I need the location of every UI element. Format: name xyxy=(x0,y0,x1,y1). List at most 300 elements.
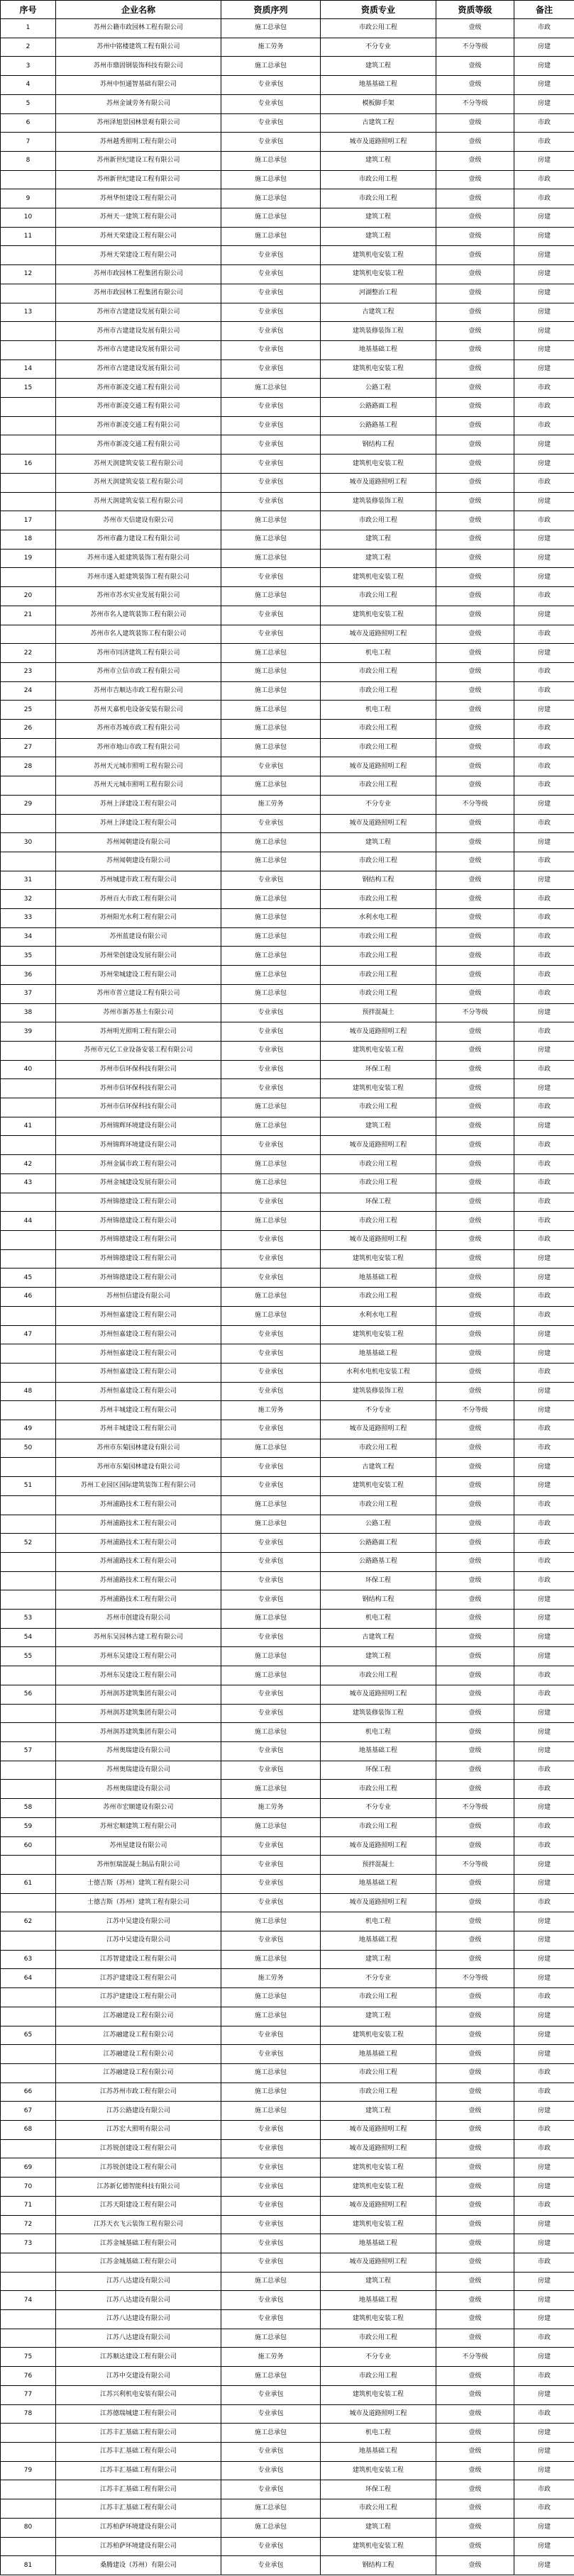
qualification-specialty: 机电工程 xyxy=(321,644,436,663)
table-row xyxy=(1,1439,574,1458)
table-row xyxy=(1,1647,574,1666)
table-row xyxy=(1,2443,574,2462)
qualification-specialty: 地基基础工程 xyxy=(321,1344,436,1364)
company-name: 苏州中恒通智基础有限公司 xyxy=(56,76,221,95)
qualification-specialty: 市政公用工程 xyxy=(321,662,436,681)
row-number: 48 xyxy=(1,1382,56,1401)
qualification-specialty: 城市及道路照明工程 xyxy=(321,625,436,644)
table-row xyxy=(1,265,574,284)
remark: 市政 xyxy=(514,1288,574,1307)
qualification-series: 施工总承包 xyxy=(221,2518,321,2537)
qualification-series: 专业承包 xyxy=(221,1874,321,1893)
remark: 市政 xyxy=(514,1515,574,1534)
qualification-grade: 壹级 xyxy=(436,2102,514,2121)
row-number: 68 xyxy=(1,2121,56,2140)
remark: 房建 xyxy=(514,2424,574,2443)
row-number: 27 xyxy=(1,738,56,757)
remark: 市政 xyxy=(514,1571,574,1590)
company-name: 苏州东吴园林古建工程有限公司 xyxy=(56,1628,221,1647)
qualification-specialty: 建筑装修装饰工程 xyxy=(321,1704,436,1723)
company-name: 苏州新世纪建设工程有限公司 xyxy=(56,151,221,170)
qualification-series: 施工总承包 xyxy=(221,909,321,928)
table-row xyxy=(1,549,574,568)
qualification-specialty: 建筑工程 xyxy=(321,208,436,228)
remark: 房建 xyxy=(514,1477,574,1496)
row-number xyxy=(1,398,56,417)
remark: 房建 xyxy=(514,2556,574,2575)
qualification-series: 专业承包 xyxy=(221,1022,321,1042)
qualification-grade: 壹级 xyxy=(436,1079,514,1098)
table-row xyxy=(1,1022,574,1042)
qualification-grade: 壹级 xyxy=(436,133,514,152)
column-header-grade: 资质等级 xyxy=(436,1,514,19)
qualification-specialty: 公路工程 xyxy=(321,379,436,398)
qualification-grade: 壹级 xyxy=(436,379,514,398)
company-name: 江苏丰汇基础工程有限公司 xyxy=(56,2443,221,2462)
qualification-series: 施工劳务 xyxy=(221,38,321,57)
company-name: 苏州市鼎固钢装饰科技有限公司 xyxy=(56,57,221,76)
remark: 房建 xyxy=(514,2026,574,2045)
company-name: 苏州市古建建设发展有限公司 xyxy=(56,340,221,359)
table-row xyxy=(1,1420,574,1439)
qualification-grade: 壹级 xyxy=(436,2367,514,2386)
qualification-specialty: 建筑机电安装工程 xyxy=(321,1041,436,1060)
qualification-specialty: 城市及道路照明工程 xyxy=(321,2121,436,2140)
qualification-specialty: 市政公用工程 xyxy=(321,1288,436,1307)
remark: 房建 xyxy=(514,1079,574,1098)
row-number: 50 xyxy=(1,1439,56,1458)
remark: 房建 xyxy=(514,208,574,228)
qualification-series: 施工总承包 xyxy=(221,1723,321,1742)
qualification-series: 施工总承包 xyxy=(221,19,321,38)
qualification-grade: 壹级 xyxy=(436,151,514,170)
qualification-grade: 壹级 xyxy=(436,1173,514,1193)
row-number xyxy=(1,1590,56,1610)
qualification-grade: 壹级 xyxy=(436,1666,514,1685)
row-number: 37 xyxy=(1,984,56,1003)
table-row xyxy=(1,2234,574,2253)
table-row xyxy=(1,1666,574,1685)
company-name: 苏州浦路技术工程有限公司 xyxy=(56,1495,221,1515)
qualification-series: 施工总承包 xyxy=(221,2499,321,2519)
row-number: 60 xyxy=(1,1836,56,1856)
company-name: 苏州天元城市照明工程有限公司 xyxy=(56,776,221,796)
qualification-series: 专业承包 xyxy=(221,359,321,379)
qualification-series: 施工总承包 xyxy=(221,1495,321,1515)
row-number: 17 xyxy=(1,511,56,530)
row-number: 46 xyxy=(1,1288,56,1307)
qualification-specialty: 公路路面工程 xyxy=(321,398,436,417)
qualification-specialty: 市政公用工程 xyxy=(321,511,436,530)
row-number xyxy=(1,1458,56,1477)
qualification-specialty: 建筑装修装饰工程 xyxy=(321,492,436,511)
qualification-series: 施工总承包 xyxy=(221,2424,321,2443)
qualification-series: 施工总承包 xyxy=(221,852,321,871)
company-name: 苏州市苏水实业发展有限公司 xyxy=(56,587,221,606)
row-number: 15 xyxy=(1,379,56,398)
qualification-specialty: 市政公用工程 xyxy=(321,947,436,966)
qualification-specialty: 水利水电机电安装工程 xyxy=(321,1363,436,1382)
company-name: 江苏丰汇基础工程有限公司 xyxy=(56,2424,221,2443)
qualification-specialty: 市政公用工程 xyxy=(321,681,436,701)
column-header-specialty: 资质专业 xyxy=(321,1,436,19)
qualification-series: 专业承包 xyxy=(221,1571,321,1590)
row-number xyxy=(1,1231,56,1250)
remark: 房建 xyxy=(514,284,574,303)
row-number xyxy=(1,2045,56,2064)
remark: 房建 xyxy=(514,1931,574,1951)
qualification-series: 专业承包 xyxy=(221,1269,321,1288)
qualification-specialty: 建筑工程 xyxy=(321,1950,436,1969)
remark: 市政 xyxy=(514,379,574,398)
remark: 市政 xyxy=(514,738,574,757)
qualification-specialty: 城市及道路照明工程 xyxy=(321,133,436,152)
qualification-series: 专业承包 xyxy=(221,1249,321,1269)
remark: 市政 xyxy=(514,2063,574,2082)
table-row xyxy=(1,2461,574,2480)
company-name: 苏州市新凌交通工程有限公司 xyxy=(56,416,221,435)
remark: 市政 xyxy=(514,1022,574,1042)
qualification-specialty: 公路工程 xyxy=(321,1515,436,1534)
row-number: 39 xyxy=(1,1022,56,1042)
row-number: 80 xyxy=(1,2518,56,2537)
row-number: 25 xyxy=(1,701,56,720)
qualification-series: 专业承包 xyxy=(221,1363,321,1382)
row-number xyxy=(1,322,56,341)
row-number: 13 xyxy=(1,303,56,322)
row-number xyxy=(1,1079,56,1098)
qualification-grade: 壹级 xyxy=(436,984,514,1003)
qualification-grade: 壹级 xyxy=(436,340,514,359)
company-name: 苏州市古建建设发展有限公司 xyxy=(56,303,221,322)
table-row xyxy=(1,435,574,455)
qualification-grade: 壹级 xyxy=(436,1458,514,1477)
row-number: 52 xyxy=(1,1534,56,1553)
remark: 市政 xyxy=(514,1534,574,1553)
company-name: 江苏丰汇基础工程有限公司 xyxy=(56,2499,221,2519)
qualification-grade: 壹级 xyxy=(436,492,514,511)
qualification-specialty: 建筑工程 xyxy=(321,1647,436,1666)
qualification-series: 专业承包 xyxy=(221,1477,321,1496)
qualification-grade: 壹级 xyxy=(436,2424,514,2443)
table-row xyxy=(1,322,574,341)
company-name: 士德吉斯（苏州）建筑工程有限公司 xyxy=(56,1893,221,1912)
qualification-series: 专业承包 xyxy=(221,2178,321,2197)
remark: 房建 xyxy=(514,833,574,852)
qualification-specialty: 建筑工程 xyxy=(321,2007,436,2026)
remark: 市政 xyxy=(514,1685,574,1704)
remark: 市政 xyxy=(514,2404,574,2424)
company-name: 苏州市天信建设有限公司 xyxy=(56,511,221,530)
qualification-specialty: 古建筑工程 xyxy=(321,303,436,322)
qualification-series: 专业承包 xyxy=(221,113,321,133)
company-name: 苏州市古建建设发展有限公司 xyxy=(56,359,221,379)
qualification-series: 施工总承包 xyxy=(221,2272,321,2291)
qualification-specialty: 机电工程 xyxy=(321,1723,436,1742)
qualification-specialty: 建筑工程 xyxy=(321,151,436,170)
table-row xyxy=(1,227,574,246)
row-number xyxy=(1,1041,56,1060)
qualification-specialty: 市政公用工程 xyxy=(321,1495,436,1515)
company-name: 苏州金诚劳务有限公司 xyxy=(56,94,221,113)
remark: 房建 xyxy=(514,644,574,663)
remark: 房建 xyxy=(514,2537,574,2556)
qualification-specialty: 地基基础工程 xyxy=(321,2045,436,2064)
remark: 房建 xyxy=(514,568,574,587)
qualification-grade: 壹级 xyxy=(436,2329,514,2348)
row-number: 2 xyxy=(1,38,56,57)
qualification-specialty: 市政公用工程 xyxy=(321,927,436,947)
qualification-specialty: 城市及道路照明工程 xyxy=(321,1685,436,1704)
table-row xyxy=(1,398,574,417)
remark: 房建 xyxy=(514,2007,574,2026)
company-name: 苏州宏顺建筑工程有限公司 xyxy=(56,1817,221,1836)
qualification-grade: 壹级 xyxy=(436,2499,514,2519)
qualification-specialty: 建筑工程 xyxy=(321,57,436,76)
qualification-grade: 壹级 xyxy=(436,1060,514,1079)
company-name: 苏州东吴建设工程有限公司 xyxy=(56,1666,221,1685)
remark: 房建 xyxy=(514,549,574,568)
company-name: 苏州上泽建设工程有限公司 xyxy=(56,795,221,814)
company-name: 苏州市名人建筑装饰工程有限公司 xyxy=(56,606,221,625)
company-name: 苏州星建设有限公司 xyxy=(56,1836,221,1856)
qualification-grade: 壹级 xyxy=(436,530,514,549)
qualification-specialty: 模板脚手架 xyxy=(321,94,436,113)
company-name: 苏州恒信建设有限公司 xyxy=(56,1288,221,1307)
remark: 市政 xyxy=(514,2121,574,2140)
qualification-series: 专业承包 xyxy=(221,1136,321,1155)
remark: 房建 xyxy=(514,2385,574,2404)
qualification-grade: 壹级 xyxy=(436,189,514,208)
qualification-specialty: 市政公用工程 xyxy=(321,738,436,757)
company-name: 苏州恒嘉建设工程有限公司 xyxy=(56,1382,221,1401)
qualification-series: 专业承包 xyxy=(221,1420,321,1439)
qualification-specialty: 市政公用工程 xyxy=(321,1988,436,2007)
row-number: 53 xyxy=(1,1610,56,1629)
qualification-grade: 不分等级 xyxy=(436,1401,514,1420)
qualification-series: 施工总承包 xyxy=(221,720,321,739)
qualification-series: 施工总承包 xyxy=(221,776,321,796)
remark: 房建 xyxy=(514,1117,574,1136)
company-name: 苏州润苏建筑集团有限公司 xyxy=(56,1723,221,1742)
qualification-grade: 壹级 xyxy=(436,511,514,530)
remark: 房建 xyxy=(514,2102,574,2121)
qualification-specialty: 城市及道路照明工程 xyxy=(321,2253,436,2272)
qualification-grade: 壹级 xyxy=(436,833,514,852)
company-name: 苏州恒嘉建设工程有限公司 xyxy=(56,1363,221,1382)
row-number xyxy=(1,1761,56,1780)
qualification-specialty: 建筑工程 xyxy=(321,2272,436,2291)
qualification-grade: 壹级 xyxy=(436,2139,514,2158)
remark: 房建 xyxy=(514,1269,574,1288)
qualification-series: 施工总承包 xyxy=(221,966,321,985)
qualification-grade: 壹级 xyxy=(436,2480,514,2499)
remark: 房建 xyxy=(514,76,574,95)
table-row xyxy=(1,2253,574,2272)
column-header-series: 资质序列 xyxy=(221,1,321,19)
remark: 房建 xyxy=(514,1344,574,1364)
qualification-specialty: 建筑机电安装工程 xyxy=(321,2310,436,2329)
table-row xyxy=(1,1988,574,2007)
company-name: 苏州润苏建筑集团有限公司 xyxy=(56,1704,221,1723)
table-row xyxy=(1,473,574,492)
qualification-series: 施工总承包 xyxy=(221,1780,321,1799)
table-row xyxy=(1,2556,574,2575)
remark: 房建 xyxy=(514,265,574,284)
qualification-series: 专业承包 xyxy=(221,2026,321,2045)
qualification-specialty: 建筑装修装饰工程 xyxy=(321,322,436,341)
row-number: 3 xyxy=(1,57,56,76)
table-row xyxy=(1,1931,574,1951)
table-row xyxy=(1,927,574,947)
qualification-grade: 壹级 xyxy=(436,681,514,701)
qualification-grade: 壹级 xyxy=(436,1610,514,1629)
company-name: 苏州天润建筑安装工程有限公司 xyxy=(56,473,221,492)
qualification-series: 专业承包 xyxy=(221,473,321,492)
qualification-series: 专业承包 xyxy=(221,1344,321,1364)
qualification-specialty: 建筑工程 xyxy=(321,2518,436,2537)
company-name: 江苏八达建设有限公司 xyxy=(56,2291,221,2310)
table-row xyxy=(1,1515,574,1534)
qualification-grade: 壹级 xyxy=(436,2537,514,2556)
table-row xyxy=(1,1799,574,1818)
company-name: 苏州市苏城市政工程有限公司 xyxy=(56,720,221,739)
qualification-series: 专业承包 xyxy=(221,2139,321,2158)
table-row xyxy=(1,2121,574,2140)
qualification-series: 施工总承包 xyxy=(221,379,321,398)
qualification-specialty: 建筑机电安装工程 xyxy=(321,2026,436,2045)
qualification-series: 专业承包 xyxy=(221,2215,321,2234)
company-name: 苏州锦德建设工程有限公司 xyxy=(56,1193,221,1212)
remark: 房建 xyxy=(514,1249,574,1269)
qualification-series: 施工总承包 xyxy=(221,511,321,530)
table-row xyxy=(1,1571,574,1590)
row-number xyxy=(1,1136,56,1155)
row-number xyxy=(1,814,56,833)
table-row xyxy=(1,1874,574,1893)
row-number xyxy=(1,1988,56,2007)
qualification-grade: 壹级 xyxy=(436,927,514,947)
table-row xyxy=(1,113,574,133)
company-name: 苏州奥瑞建设有限公司 xyxy=(56,1741,221,1761)
qualification-specialty: 机电工程 xyxy=(321,1610,436,1629)
table-row xyxy=(1,2480,574,2499)
qualification-grade: 壹级 xyxy=(436,1382,514,1401)
row-number: 58 xyxy=(1,1799,56,1818)
qualification-specialty: 公路路基工程 xyxy=(321,1552,436,1571)
remark: 房建 xyxy=(514,1741,574,1761)
table-row xyxy=(1,795,574,814)
qualification-series: 施工总承包 xyxy=(221,927,321,947)
table-row xyxy=(1,2063,574,2082)
remark: 市政 xyxy=(514,1780,574,1799)
company-name: 苏州浦路技术工程有限公司 xyxy=(56,1552,221,1571)
row-number: 44 xyxy=(1,1212,56,1231)
qualification-grade: 壹级 xyxy=(436,246,514,265)
company-name: 苏州恒嘉建设工程有限公司 xyxy=(56,1306,221,1325)
company-name: 苏州恒瑞混凝土制品有限公司 xyxy=(56,1856,221,1875)
qualification-grade: 壹级 xyxy=(436,303,514,322)
table-row xyxy=(1,1231,574,1250)
table-row xyxy=(1,170,574,189)
qualification-series: 专业承包 xyxy=(221,606,321,625)
remark: 市政 xyxy=(514,1666,574,1685)
qualification-series: 施工总承包 xyxy=(221,1117,321,1136)
company-name: 苏州市立信市政工程有限公司 xyxy=(56,662,221,681)
qualification-specialty: 钢结构工程 xyxy=(321,435,436,455)
qualification-specialty: 不分专业 xyxy=(321,1401,436,1420)
qualification-grade: 壹级 xyxy=(436,1761,514,1780)
company-name: 苏州闻朝建设有限公司 xyxy=(56,852,221,871)
qualification-grade: 壹级 xyxy=(436,1420,514,1439)
row-number: 24 xyxy=(1,681,56,701)
table-row xyxy=(1,1288,574,1307)
qualification-grade: 壹级 xyxy=(436,76,514,95)
remark: 房建 xyxy=(514,492,574,511)
table-row xyxy=(1,359,574,379)
company-name: 苏州东吴建设工程有限公司 xyxy=(56,1647,221,1666)
row-number: 33 xyxy=(1,909,56,928)
qualification-specialty: 市政公用工程 xyxy=(321,587,436,606)
company-name: 江苏天衣飞云装饰工程有限公司 xyxy=(56,2215,221,2234)
qualification-specialty: 市政公用工程 xyxy=(321,2329,436,2348)
qualification-series: 专业承包 xyxy=(221,1193,321,1212)
qualification-grade: 壹级 xyxy=(436,757,514,776)
row-number: 20 xyxy=(1,587,56,606)
remark: 市政 xyxy=(514,1193,574,1212)
qualification-specialty: 市政公用工程 xyxy=(321,720,436,739)
qualification-series: 专业承包 xyxy=(221,2234,321,2253)
company-name: 苏州市同济建筑工程有限公司 xyxy=(56,644,221,663)
company-name: 苏州泽旭景园林景观有限公司 xyxy=(56,113,221,133)
company-name: 江苏苏州市政工程有限公司 xyxy=(56,2082,221,2102)
qualification-grade: 壹级 xyxy=(436,359,514,379)
row-number: 14 xyxy=(1,359,56,379)
qualification-grade: 壹级 xyxy=(436,2026,514,2045)
row-number xyxy=(1,2253,56,2272)
row-number xyxy=(1,1856,56,1875)
row-number xyxy=(1,1552,56,1571)
company-name: 苏州市创建设有限公司 xyxy=(56,1610,221,1629)
remark: 房建 xyxy=(514,1704,574,1723)
qualification-specialty: 机电工程 xyxy=(321,2424,436,2443)
company-name: 苏州市遂入蛙建筑装饰工程有限公司 xyxy=(56,549,221,568)
qualification-series: 施工劳务 xyxy=(221,1401,321,1420)
remark: 房建 xyxy=(514,2215,574,2234)
row-number: 77 xyxy=(1,2385,56,2404)
table-row xyxy=(1,909,574,928)
qualification-specialty: 地基基础工程 xyxy=(321,1269,436,1288)
qualification-grade: 壹级 xyxy=(436,2404,514,2424)
qualification-specialty: 城市及道路照明工程 xyxy=(321,1893,436,1912)
row-number xyxy=(1,2424,56,2443)
table-row xyxy=(1,890,574,909)
remark: 房建 xyxy=(514,871,574,890)
remark: 房建 xyxy=(514,606,574,625)
table-row xyxy=(1,1969,574,1988)
table-row xyxy=(1,151,574,170)
remark: 市政 xyxy=(514,720,574,739)
remark: 房建 xyxy=(514,1382,574,1401)
remark: 市政 xyxy=(514,2367,574,2386)
qualification-grade: 壹级 xyxy=(436,549,514,568)
company-name: 苏州新世纪建设工程有限公司 xyxy=(56,170,221,189)
company-name: 江苏中吴建设有限公司 xyxy=(56,1931,221,1951)
company-name: 苏州浦路技术工程有限公司 xyxy=(56,1515,221,1534)
qualification-series: 施工总承包 xyxy=(221,1817,321,1836)
table-row xyxy=(1,340,574,359)
remark: 市政 xyxy=(514,1136,574,1155)
